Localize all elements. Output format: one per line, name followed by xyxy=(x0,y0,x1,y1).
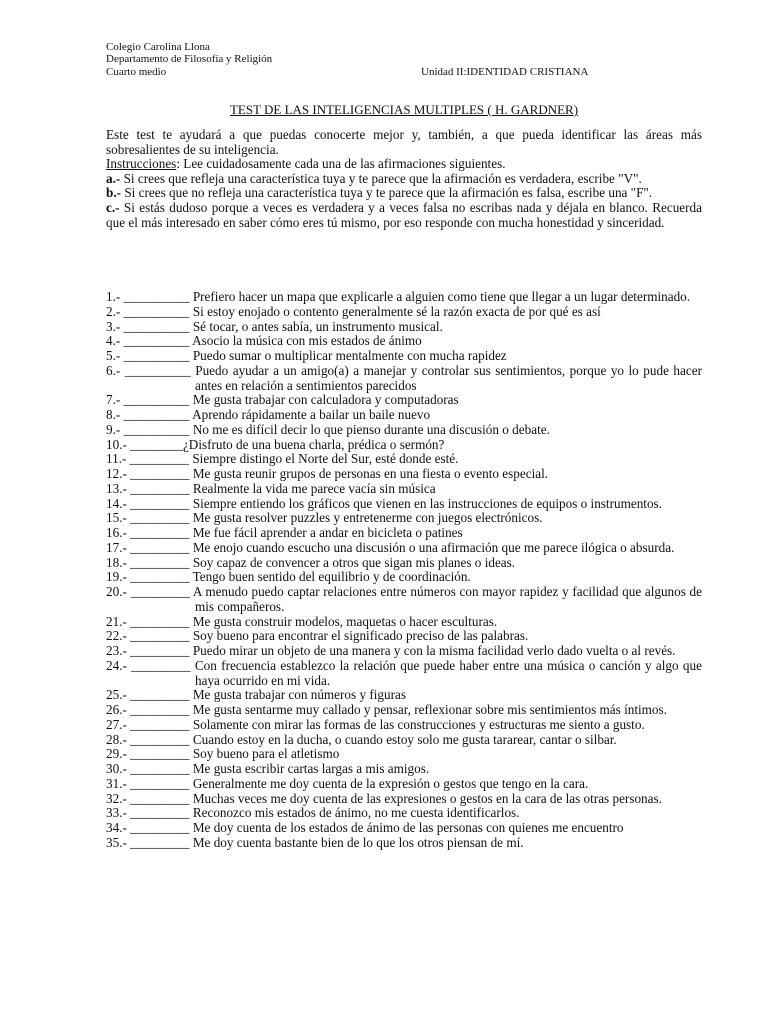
question-number-blank[interactable]: 23.- _________ xyxy=(106,643,190,658)
question-text xyxy=(106,777,702,792)
question-text xyxy=(106,334,702,349)
question-number-blank[interactable]: 16.- _________ xyxy=(106,525,190,540)
instruction-c xyxy=(106,201,702,230)
question-item xyxy=(106,349,702,364)
instruction-c-label: c.- xyxy=(106,199,120,215)
question-text xyxy=(106,733,702,748)
question-item xyxy=(106,718,702,733)
question-statement: Me gusta trabajar con números y figuras xyxy=(189,687,406,703)
question-number-blank[interactable]: 29.- _________ xyxy=(106,746,190,762)
school-name: Colegio Carolina Llona xyxy=(106,41,210,53)
question-text xyxy=(106,320,702,335)
question-text xyxy=(106,467,702,482)
question-item xyxy=(106,497,702,512)
question-text xyxy=(106,821,702,836)
question-number-blank[interactable]: 17.- _________ xyxy=(106,539,190,555)
question-number-blank[interactable]: 35.- _________ xyxy=(106,834,190,850)
question-text xyxy=(106,497,702,512)
question-number-blank[interactable]: 27.- _________ xyxy=(106,716,190,732)
question-statement: Siempre entiendo los gráficos que vienen en las instrucciones de equipos o instrumentos. xyxy=(189,495,662,511)
question-statement: Cuando estoy en la ducha, o cuando estoy solo me gusta tararear, cantar o silbar. xyxy=(189,731,617,747)
question-item xyxy=(106,615,702,630)
instruction-a-text: Si crees que refleja una característica tuya y te parece que la afirmación es verdadera, escribe "V". xyxy=(120,170,642,186)
question-text xyxy=(106,452,702,467)
question-statement: A menudo puedo captar relaciones entre números con mayor rapidez y facilidad que algunos de mis compañeros. xyxy=(189,584,702,614)
question-text xyxy=(106,290,702,305)
test-title: TEST DE LAS INTELIGENCIAS MULTIPLES ( H. GARDNER) xyxy=(229,102,579,117)
question-number-blank[interactable]: 34.- _________ xyxy=(106,820,190,835)
question-number-blank[interactable]: 15.- _________ xyxy=(106,510,190,526)
question-statement: Me gusta resolver puzzles y entretenerme con juegos electrónicos. xyxy=(189,510,543,526)
question-number-blank[interactable]: 22.- _________ xyxy=(106,628,190,644)
instruction-b-text: Si crees que no refleja una característica tuya y te parece que la afirmación es falsa, escribe una "F". xyxy=(121,185,653,201)
question-text xyxy=(106,364,702,394)
question-text xyxy=(106,836,702,851)
question-text xyxy=(106,659,702,689)
question-list xyxy=(106,290,702,851)
question-statement: Me gusta trabajar con calculadora y computadoras xyxy=(189,392,459,408)
instruction-a-label: a.- xyxy=(106,170,121,186)
question-item xyxy=(106,305,702,320)
question-number-blank[interactable]: 25.- _________ xyxy=(106,687,190,703)
question-item xyxy=(106,541,702,556)
question-text xyxy=(106,482,702,497)
question-text xyxy=(106,438,702,453)
question-number-blank[interactable]: 5.- __________ xyxy=(106,348,190,363)
department-name: Departamento de Filosofía y Religión xyxy=(106,53,273,65)
question-statement: Me doy cuenta de los estados de ánimo de las personas con quienes me encuentro xyxy=(189,820,624,835)
question-text xyxy=(106,511,702,526)
question-text xyxy=(106,526,702,541)
question-statement: Reconozco mis estados de ánimo, no me cuesta identificarlos. xyxy=(189,805,520,821)
question-statement: Puedo sumar o multiplicar mentalmente con mucha rapidez xyxy=(189,348,507,363)
question-statement: Me gusta escribir cartas largas a mis amigos. xyxy=(189,761,430,776)
question-text xyxy=(106,762,702,777)
question-text xyxy=(106,703,702,718)
question-statement: Muchas veces me doy cuenta de las expresiones o gestos en la cara de las otras personas. xyxy=(189,790,662,806)
question-number-blank[interactable]: 6.- __________ xyxy=(106,362,191,378)
question-statement: Me enojo cuando escucho una discusión o una afirmación que me parece ilógica o absurda. xyxy=(189,539,675,555)
question-statement: Tengo buen sentido del equilibrio y de coordinación. xyxy=(189,569,471,585)
question-item xyxy=(106,747,702,762)
question-item xyxy=(106,688,702,703)
question-statement: No me es difícil decir lo que pienso durante una discusión o debate. xyxy=(189,421,550,437)
question-text xyxy=(106,615,702,630)
question-text xyxy=(106,408,702,423)
question-statement: Sé tocar, o antes sabía, un instrumento musical. xyxy=(189,318,443,334)
question-number-blank[interactable]: 7.- __________ xyxy=(106,392,190,408)
question-item xyxy=(106,644,702,659)
instruction-c-text: Si estás dudoso porque a veces es verdadera y a veces falsa no escribas nada y déjala en blanco. Recuerda que el más interesado en saber cómo eres tú mismo, por eso responde con mucha honestidad y sinceridad. xyxy=(106,199,702,230)
question-text xyxy=(106,644,702,659)
question-statement: Me gusta reunir grupos de personas en una fiesta o evento especial. xyxy=(189,466,549,481)
question-item xyxy=(106,467,702,482)
question-text xyxy=(106,585,702,615)
instructions-label: Instrucciones xyxy=(106,156,177,172)
question-number-blank[interactable]: 19.- _________ xyxy=(106,569,190,585)
question-text xyxy=(106,305,702,320)
question-item xyxy=(106,290,702,305)
question-item xyxy=(106,334,702,349)
grade-level: Cuarto medio xyxy=(106,66,167,78)
question-text xyxy=(106,629,702,644)
question-number-blank[interactable]: 26.- _________ xyxy=(106,702,190,717)
question-number-blank[interactable]: 13.- _________ xyxy=(106,480,190,496)
question-number-blank[interactable]: 30.- _________ xyxy=(106,761,190,776)
question-statement: Aprendo rápidamente a bailar un baile nuevo xyxy=(189,407,431,422)
question-item xyxy=(106,393,702,408)
question-statement: Si estoy enojado o contento generalmente sé la razón exacta de por qué es así xyxy=(189,303,601,319)
question-statement: Solamente con mirar las formas de las construcciones y estructuras me siento a gusto. xyxy=(189,716,645,732)
instruction-b-label: b.- xyxy=(106,185,122,201)
intro-paragraph: Este test te ayudará a que puedas conocerte mejor y, también, a que pueda identificar las áreas más sobresalientes de su inteligencia. xyxy=(106,127,702,157)
instructions-line xyxy=(106,157,702,172)
question-text xyxy=(106,570,702,585)
question-number-blank[interactable]: 33.- _________ xyxy=(106,805,190,821)
question-item xyxy=(106,438,702,453)
question-text xyxy=(106,688,702,703)
question-item xyxy=(106,777,702,792)
question-number-blank[interactable]: 20.- _________ xyxy=(106,584,190,599)
question-number-blank[interactable]: 14.- _________ xyxy=(106,495,190,511)
question-statement: Prefiero hacer un mapa que explicarle a alguien como tiene que llegar a un lugar determinado. xyxy=(189,289,691,304)
question-number-blank[interactable]: 18.- _________ xyxy=(106,554,190,570)
instruction-a xyxy=(106,172,702,187)
question-item xyxy=(106,585,702,615)
question-number-blank[interactable]: 11.- _________ xyxy=(106,451,190,467)
question-statement: Me fue fácil aprender a andar en bicicleta o patines xyxy=(189,525,463,540)
question-text xyxy=(106,806,702,821)
question-item xyxy=(106,703,702,718)
question-item xyxy=(106,511,702,526)
question-number-blank[interactable]: 28.- _________ xyxy=(106,731,190,747)
question-number-blank[interactable]: 10.- ________ xyxy=(106,436,183,452)
question-statement: Soy bueno para el atletismo xyxy=(189,746,340,762)
question-item xyxy=(106,792,702,807)
question-statement: Con frecuencia establezco la relación que puede haber entre una música o canción y algo que haya ocurrido en mi vida. xyxy=(190,657,702,688)
question-item xyxy=(106,570,702,585)
question-number-blank[interactable]: 31.- _________ xyxy=(106,775,190,791)
question-item xyxy=(106,806,702,821)
question-text xyxy=(106,792,702,807)
question-statement: Asocio la música con mis estados de ánimo xyxy=(189,333,422,349)
question-item xyxy=(106,556,702,571)
question-statement: Puedo mirar un objeto de una manera y con la misma facilidad verlo dado vuelta o al revés. xyxy=(189,643,676,658)
question-text xyxy=(106,556,702,571)
question-statement: Siempre distingo el Norte del Sur, esté donde esté. xyxy=(189,451,459,467)
question-item xyxy=(106,452,702,467)
question-statement: Realmente la vida me parece vacía sin música xyxy=(189,480,436,496)
question-number-blank[interactable]: 32.- _________ xyxy=(106,790,190,806)
question-item xyxy=(106,423,702,438)
intro-section xyxy=(106,128,702,230)
question-item xyxy=(106,320,702,335)
question-number-blank[interactable]: 2.- __________ xyxy=(106,303,190,319)
question-item xyxy=(106,836,702,851)
question-number-blank[interactable]: 24.- _________ xyxy=(106,657,191,673)
question-item xyxy=(106,762,702,777)
question-item xyxy=(106,733,702,748)
question-text xyxy=(106,423,702,438)
question-statement: ¿Disfruto de una buena charla, prédica o sermón? xyxy=(182,436,445,452)
question-statement: Generalmente me doy cuenta de la expresión o gestos que tengo en la cara. xyxy=(189,775,589,791)
question-statement: Me gusta construir modelos, maquetas o hacer esculturas. xyxy=(189,613,498,629)
question-item xyxy=(106,408,702,423)
question-text xyxy=(106,747,702,762)
question-number-blank[interactable]: 9.- __________ xyxy=(106,421,190,437)
question-statement: Me doy cuenta bastante bien de lo que los otros piensan de mí. xyxy=(189,834,524,850)
question-text xyxy=(106,349,702,364)
question-number-blank[interactable]: 12.- _________ xyxy=(106,466,190,481)
question-number-blank[interactable]: 8.- __________ xyxy=(106,407,190,422)
question-item xyxy=(106,526,702,541)
question-statement: Me gusta sentarme muy callado y pensar, reflexionar sobre mis sentimientos más íntimos. xyxy=(189,702,667,717)
question-statement: Puedo ayudar a un amigo(a) a manejar y controlar sus sentimientos, porque yo lo pude hacer antes en relación a sentimientos parecidos xyxy=(190,362,702,393)
question-number-blank[interactable]: 1.- __________ xyxy=(106,289,190,304)
question-text xyxy=(106,718,702,733)
question-number-blank[interactable]: 3.- __________ xyxy=(106,318,190,334)
question-item xyxy=(106,482,702,497)
question-item xyxy=(106,364,702,394)
question-item xyxy=(106,821,702,836)
question-statement: Soy bueno para encontrar el significado preciso de las palabras. xyxy=(189,628,529,644)
instruction-b xyxy=(106,186,702,201)
question-text xyxy=(106,541,702,556)
unit-title: Unidad II:IDENTIDAD CRISTIANA xyxy=(421,66,589,78)
question-text xyxy=(106,393,702,408)
question-item xyxy=(106,659,702,689)
question-number-blank[interactable]: 21.- _________ xyxy=(106,613,190,629)
instructions-text: : Lee cuidadosamente cada una de las afirmaciones siguientes. xyxy=(176,156,506,172)
question-item xyxy=(106,629,702,644)
question-statement: Soy capaz de convencer a otros que sigan mis planes o ideas. xyxy=(189,554,516,570)
question-number-blank[interactable]: 4.- __________ xyxy=(106,333,190,349)
